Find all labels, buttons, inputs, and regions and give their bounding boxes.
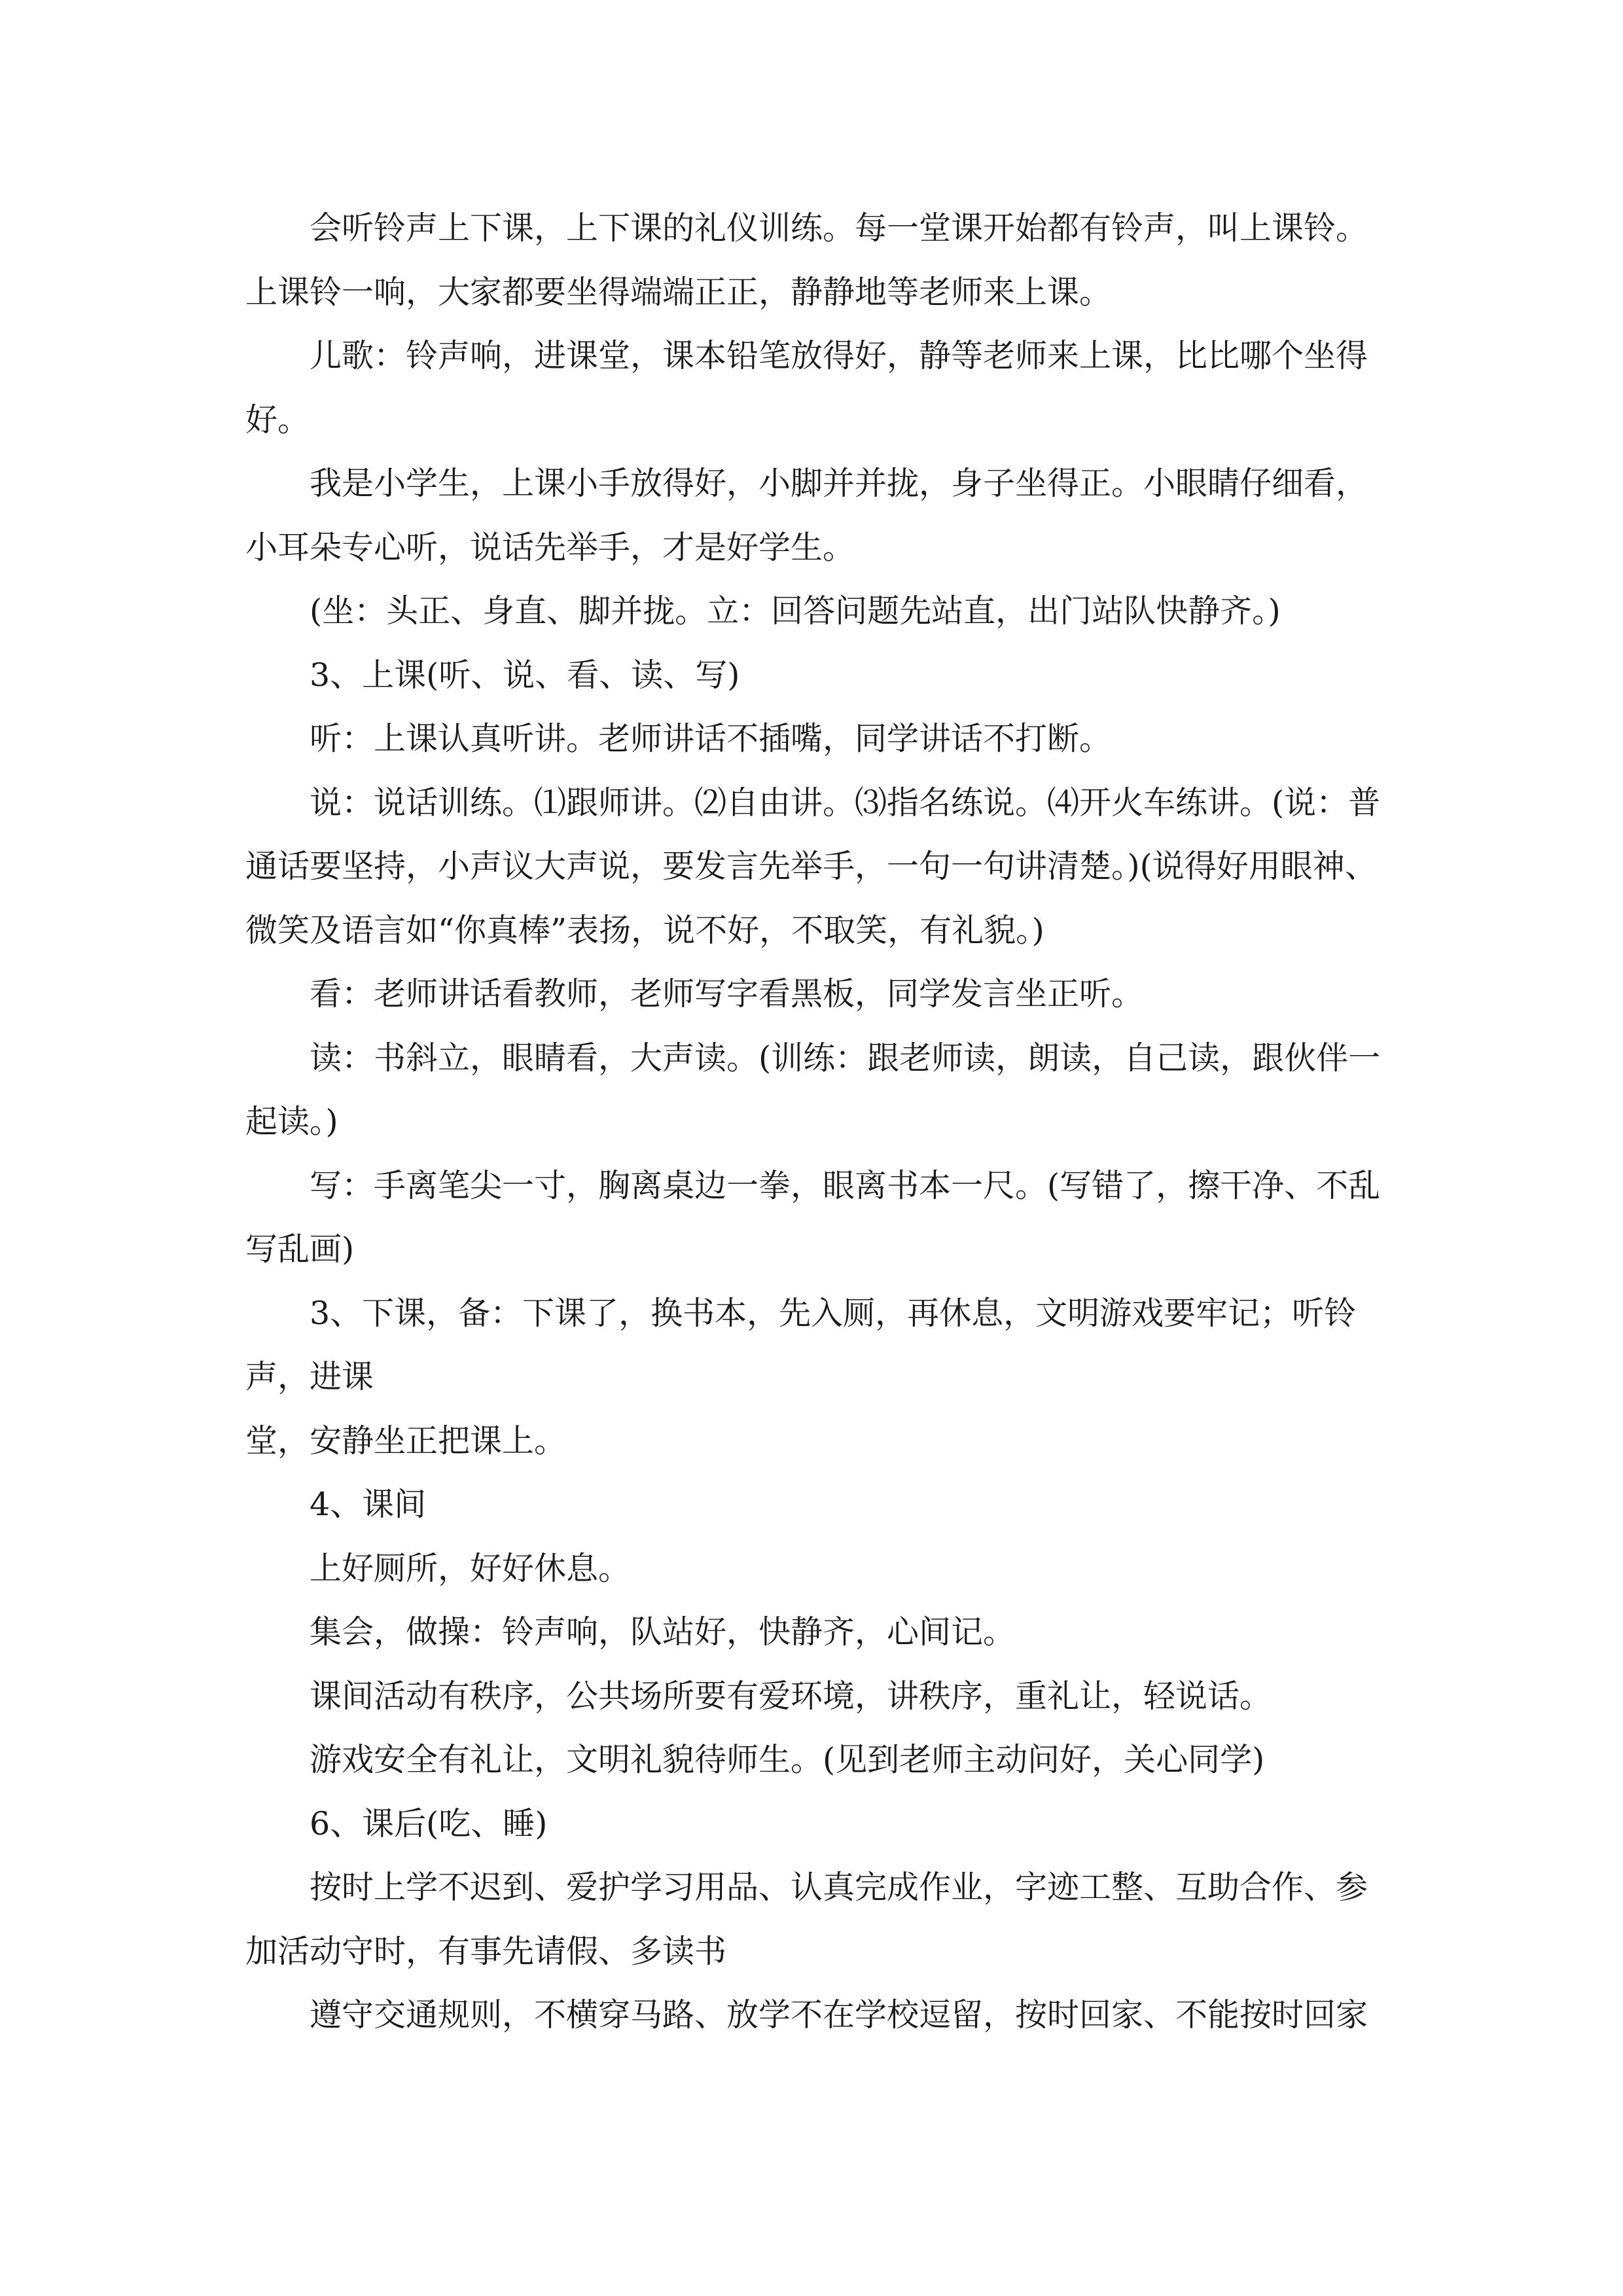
paragraph-write: 写：手离笔尖一寸，胸离桌边一拳，眼离书本一尺。(写错了，擦干净、不乱写乱画) (245, 1166, 1381, 1268)
paragraph-look: 看：老师讲话看教师，老师写字看黑板，同学发言坐正听。 (310, 975, 1144, 1013)
paragraph-posture-note: (坐：头正、身直、脚并拢。立：回答问题先站直，出门站队快静齐。) (310, 592, 1281, 630)
heading-after-school: 6、课后(吃、睡) (310, 1804, 548, 1842)
paragraph-game-safety: 游戏安全有礼让，文明礼貌待师生。(见到老师主动问好，关心同学) (310, 1741, 1265, 1778)
document-body (245, 196, 1387, 2047)
paragraph-after-class: 3、下课，备：下课了，换书本，先入厕，再休息，文明游戏要牢记；听铃声，进课 (245, 1294, 1357, 1395)
paragraph-listen: 听：上课认真听讲。老师讲话不插嘴，同学讲话不打断。 (310, 720, 1112, 757)
paragraph-punctuality: 按时上学不迟到、爱护学习用品、认真完成作业，字迹工整、互助合作、参加活动守时，有事先请假、多读书 (245, 1869, 1368, 1970)
paragraph-restroom: 上好厕所，好好休息。 (310, 1549, 631, 1587)
heading-in-class: 3、上课(听、说、看、读、写) (310, 656, 740, 694)
paragraph-break-activities: 课间活动有秩序，公共场所要有爱环境，讲秩序，重礼让，轻说话。 (310, 1677, 1272, 1715)
paragraph-traffic-rules: 遵守交通规则，不横穿马路、放学不在学校逗留，按时回家、不能按时回家 (310, 1996, 1368, 2034)
paragraph-read: 读：书斜立，眼睛看，大声读。(训练：跟老师读，朗读，自己读，跟伙伴一起读。) (245, 1039, 1381, 1140)
paragraph-assembly: 集会，做操：铃声响，队站好，快静齐，心间记。 (310, 1613, 1016, 1651)
paragraph-after-class-cont: 堂，安静坐正把课上。 (245, 1422, 567, 1460)
paragraph-bell-etiquette: 会听铃声上下课，上下课的礼仪训练。每一堂课开始都有铃声，叫上课铃。上课铃一响，大家都要坐得端端正正，静静地等老师来上课。 (245, 209, 1368, 311)
paragraph-speak: 说：说话训练。⑴跟师讲。⑵自由讲。⑶指名练说。⑷开火车练讲。(说：普通话要坚持，小声议大声说，要发言先举手，一句一句讲清楚。)(说得好用眼神、微笑及语言如“你真棒”表扬，说不好，不取笑，有礼貌。) (245, 783, 1381, 949)
heading-break: 4、课间 (310, 1486, 427, 1523)
paragraph-nursery-rhyme: 儿歌：铃声响，进课堂，课本铅笔放得好，静等老师来上课，比比哪个坐得好。 (245, 337, 1368, 439)
paragraph-good-student: 我是小学生，上课小手放得好，小脚并并拢，身子坐得正。小眼睛仔细看，小耳朵专心听，说话先举手，才是好学生。 (245, 465, 1368, 566)
